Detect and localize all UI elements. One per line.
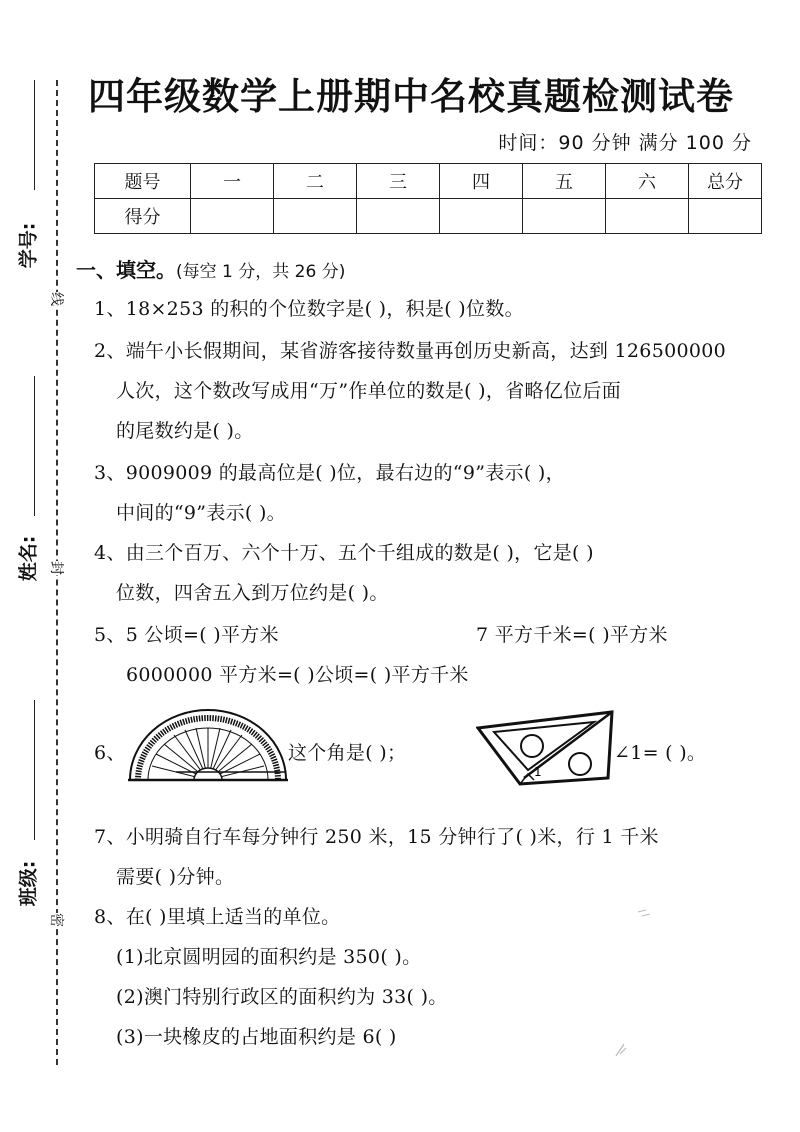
question-2-line-1: 2、端午小长假期间，某省游客接待数量再创历史新高，达到 126500000 [94, 340, 727, 362]
header-cell: 五 [523, 164, 606, 199]
protractor-figure [128, 706, 288, 784]
question-6-angle-1: ∠1= ( )。 [614, 742, 707, 764]
name-blank [34, 376, 36, 516]
question-3-line-1: 3、9009009 的最高位是( )位，最右边的“9”表示( )， [94, 462, 565, 484]
header-cell: 三 [357, 164, 440, 199]
student-id-blank [34, 80, 36, 190]
seal-mark-seal: 封 [45, 561, 69, 575]
class-label: 班级: [17, 860, 40, 907]
name-label: 姓名: [17, 535, 40, 582]
scan-mark [612, 1040, 632, 1060]
question-8-part-3: (3)一块橡皮的占地面积约是 6( ) [116, 1026, 397, 1048]
question-3-line-2: 中间的“9”表示( )。 [116, 502, 286, 524]
question-6-number: 6、 [94, 742, 126, 764]
header-cell: 一 [191, 164, 274, 199]
question-5-line-2: 6000000 平方米=( )公顷=( )平方千米 [126, 664, 469, 686]
question-6-angle-text: 这个角是( )； [288, 742, 407, 764]
question-8-intro: 8、在( )里填上适当的单位。 [94, 906, 341, 928]
seal-mark-secret: 密 [45, 913, 69, 927]
score-cell[interactable] [191, 199, 274, 234]
question-7-line-2: 需要( )分钟。 [116, 866, 235, 888]
score-cell[interactable] [689, 199, 762, 234]
page-title: 四年级数学上册期中名校真题检测试卷 [88, 75, 734, 118]
header-cell: 四 [440, 164, 523, 199]
score-cell[interactable] [274, 199, 357, 234]
question-5-part-a: 5、5 公顷=( )平方米 [94, 624, 279, 646]
score-table [94, 163, 762, 234]
question-8-part-2: (2)澳门特别行政区的面积约为 33( )。 [116, 986, 448, 1008]
scan-mark [636, 908, 656, 920]
header-cell: 总分 [689, 164, 762, 199]
student-id-label: 学号: [17, 222, 40, 269]
question-2-line-3: 的尾数约是( )。 [116, 420, 254, 442]
question-5-part-b: 7 平方千米=( )平方米 [476, 624, 668, 646]
score-table-score-row [95, 199, 762, 234]
question-1: 1、18×253 的积的个位数字是( )，积是( )位数。 [94, 298, 524, 320]
header-cell: 六 [606, 164, 689, 199]
question-4-line-2: 位数，四舍五入到万位约是( )。 [116, 582, 389, 604]
header-cell: 题号 [95, 164, 191, 199]
header-cell: 二 [274, 164, 357, 199]
triangle-ruler-figure [476, 708, 616, 788]
score-table-header-row [95, 164, 762, 199]
seal-mark-line: 线 [45, 292, 69, 306]
section-heading-note: (每空 1 分，共 26 分) [176, 262, 346, 282]
score-cell[interactable] [606, 199, 689, 234]
section-heading [76, 254, 345, 283]
question-2-line-2: 人次，这个数改写成用“万”作单位的数是( )，省略亿位后面 [116, 380, 621, 402]
question-7-line-1: 7、小明骑自行车每分钟行 250 米，15 分钟行了( )米，行 1 千米 [94, 826, 659, 848]
angle-1-label: 1 [534, 765, 542, 779]
score-cell[interactable] [357, 199, 440, 234]
score-cell[interactable] [523, 199, 606, 234]
question-8-part-1: (1)北京圆明园的面积约是 350( )。 [116, 946, 422, 968]
class-blank [34, 700, 36, 840]
question-4-line-1: 4、由三个百万、六个十万、五个千组成的数是( )，它是( ) [94, 542, 594, 564]
score-cell[interactable] [440, 199, 523, 234]
section-heading-text: 一、填空。 [76, 258, 176, 282]
time-and-score-info: 时间：90 分钟 满分 100 分 [498, 132, 752, 154]
row-label-cell: 得分 [95, 199, 191, 234]
